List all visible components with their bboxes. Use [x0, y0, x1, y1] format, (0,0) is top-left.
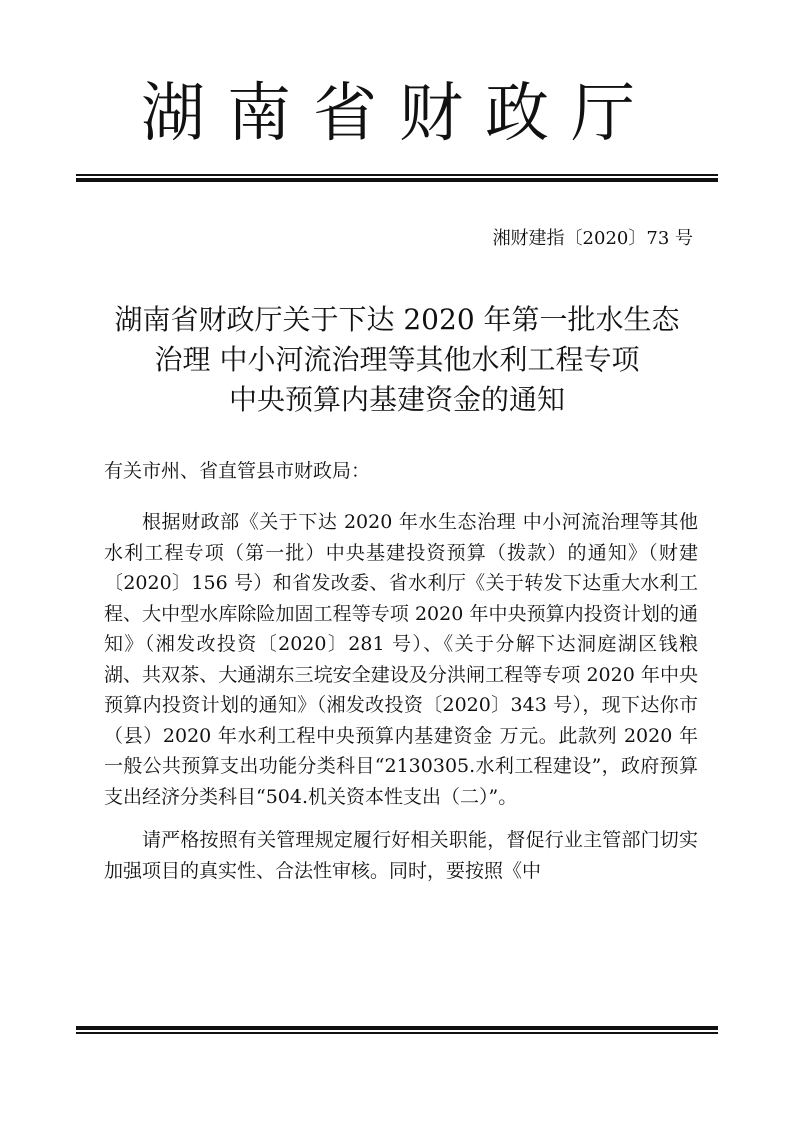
title-line: 治理 中小河流治理等其他水利工程专项: [154, 343, 640, 376]
masthead-divider-thin: [76, 174, 718, 176]
body-paragraph: 根据财政部《关于下达 2020 年水生态治理 中小河流治理等其他水利工程专项（第一批）中央基建投资预算（拨款）的通知》（财建〔2020〕156 号）和省发改委、省水利厅《关于转发下达重大水利工程、大中型水库除险加固工程等专项 2020 年中央预算内投资计划的通知》（湘发改投资〔2020〕281 号）、《关于分解下达洞庭湖区钱粮湖、共双茶、大通湖东三垸安全建设及分洪闸工程等专项 2020 年中央预算内投资计划的通知》（湘发改投资〔2020〕343 号），现下达你市（县）2020 年水利工程中央预算内基建资金 万元。此款列 2020 年一般公共预算支出功能分类科目“2130305.水利工程建设”，政府预算支出经济分类科目“504.机关资本性支出（二）”。: [104, 511, 698, 808]
body-paragraph: 请严格按照有关管理规定履行好相关职能，督促行业主管部门切实加强项目的真实性、合法性审核。同时，要按照《中: [104, 829, 698, 882]
masthead-divider-thick: [76, 178, 718, 182]
masthead-org-name: 湖南省财政厅: [141, 77, 657, 151]
document-number: 湘财建指〔2020〕73 号: [492, 228, 693, 249]
salutation: 有关市州、省直管县市财政局：: [104, 460, 371, 482]
footer-divider-thin: [76, 1032, 718, 1034]
title-line: 湖南省财政厅关于下达 2020 年第一批水生态: [114, 303, 680, 336]
footer-divider-thick: [76, 1026, 718, 1030]
document-title: [76, 300, 718, 420]
body-text: [104, 507, 698, 886]
title-line: 中央预算内基建资金的通知: [228, 383, 565, 416]
